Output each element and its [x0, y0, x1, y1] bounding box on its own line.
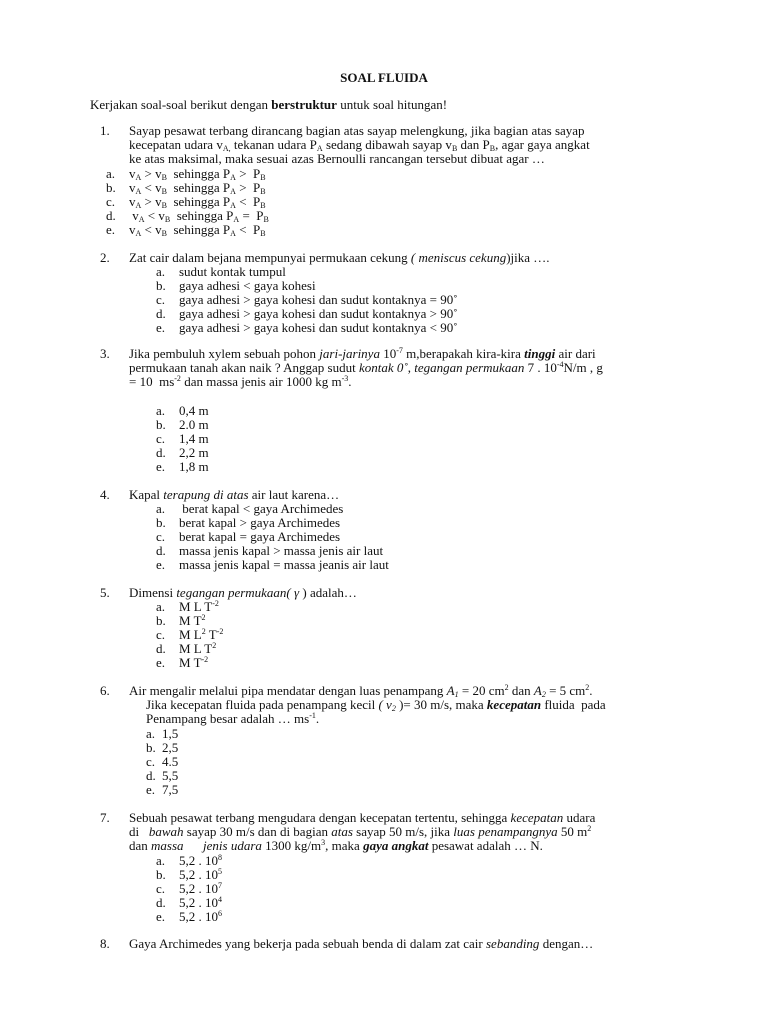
option-e: e. $v_A < v_B$ sehingga $P_A < P_B$: [106, 221, 266, 238]
question-6: [100, 684, 685, 797]
question-3: [100, 347, 685, 474]
option-d: d. massa jenis kapal > massa jenis air laut: [156, 543, 384, 559]
question-number: 3.: [100, 346, 110, 361]
options-list: [156, 600, 685, 670]
option-a: a. $v_A > v_B$ sehingga $P_A > P_B$: [106, 165, 266, 182]
option-c: c. $v_A > v_B$ sehingga $P_A < P_B$: [106, 193, 266, 210]
question-1: [100, 124, 685, 237]
instructions: [90, 97, 447, 113]
question-number: 1.: [100, 123, 110, 138]
page-title: SOAL FLUIDA: [340, 70, 428, 85]
option-a: a. 1,5: [146, 725, 179, 741]
option-b: b. 5,2 . $10^5$: [156, 866, 222, 882]
option-b: b. gaya adhesi < gaya kohesi: [156, 278, 316, 294]
question-7: [100, 811, 685, 924]
options-list: [106, 167, 685, 237]
question-text: Kapal terapung di atas air laut karena…: [129, 487, 340, 502]
option-e: e. 1,8 m: [156, 458, 209, 474]
option-d: d. 2,2 m: [156, 444, 209, 460]
option-c: c. gaya adhesi > gaya kohesi dan sudut kontaknya = 90˚: [156, 292, 458, 308]
options-list: [156, 404, 685, 474]
option-d: d. $v_A < v_B$ sehingga $P_A = P_B$: [106, 207, 269, 224]
question-number: 2.: [100, 250, 110, 265]
options-list: [156, 854, 685, 924]
option-b: b. 2.0 m: [156, 416, 209, 432]
option-d: d. M L $T^2$: [156, 641, 217, 657]
option-a: a. 5,2 . $10^8$: [156, 852, 222, 868]
option-c: c. 5,2 . $10^7$: [156, 880, 222, 896]
option-c: c. 1,4 m: [156, 430, 209, 446]
option-c: c. 4.5: [146, 753, 179, 769]
question-text: Gaya Archimedes yang bekerja pada sebuah benda di dalam zat cair sebanding dengan…: [129, 936, 594, 951]
option-d: d. gaya adhesi > gaya kohesi dan sudut kontaknya > 90˚: [156, 306, 458, 322]
question-number: 6.: [100, 683, 110, 698]
question-number: 8.: [100, 936, 110, 951]
question-2: [100, 251, 685, 335]
option-b: b. berat kapal > gaya Archimedes: [156, 515, 341, 531]
option-e: e. gaya adhesi > gaya kohesi dan sudut kontaknya < 90˚: [156, 320, 458, 336]
question-5: [100, 586, 685, 670]
options-list: [146, 727, 685, 797]
question-4: [100, 488, 685, 572]
question-text-cont: Jika kecepatan fluida pada penampang kecil ( $v_2$ )= 30 m/s, maka kecepatan fluida pada Penampang besar adalah … $ms^{-1}$.: [146, 697, 606, 727]
option-e: e. 5,2 . $10^6$: [156, 908, 222, 924]
option-c: c. M $L^2$ $T^{-2}$: [156, 627, 224, 643]
option-b: b. 2,5: [146, 739, 179, 755]
option-b: b. M $T^2$: [156, 613, 206, 629]
option-a: a. berat kapal < gaya Archimedes: [156, 501, 344, 517]
question-text: Zat cair dalam bejana mempunyai permukaan cekung ( meniscus cekung)jika ….: [129, 250, 550, 265]
instructions-text-end: untuk soal hitungan!: [336, 97, 448, 112]
option-a: a. 0,4 m: [156, 402, 209, 418]
question-number: 4.: [100, 487, 110, 502]
option-c: c. berat kapal = gaya Archimedes: [156, 529, 341, 545]
option-e: e. 7,5: [146, 781, 179, 797]
question-text: Sebuah pesawat terbang mengudara dengan kecepatan tertentu, sehingga kecepatan udara di bawah sayap 30 m/s dan di bagian atas sayap 50 m/s, jika luas penampangnya 50 $m^2$ dan massa jenis udara 1300 $kg/m^3$, maka gaya angkat pesawat adalah … N.: [129, 810, 596, 854]
question-text: Air mengalir melalui pipa mendatar dengan luas penampang $A_1 = 20$ $cm^2$ dan $A_2 = 5$ $cm^2$.: [129, 683, 593, 699]
question-number: 7.: [100, 810, 110, 825]
option-d: d. 5,5: [146, 767, 179, 783]
option-d: d. 5,2 . $10^4$: [156, 894, 222, 910]
option-e: e. massa jenis kapal = massa jeanis air laut: [156, 557, 389, 573]
option-b: b. $v_A < v_B$ sehingga $P_A > P_B$: [106, 179, 266, 196]
option-a: a. sudut kontak tumpul: [156, 264, 286, 280]
question-number: 5.: [100, 585, 110, 600]
options-list: [156, 502, 685, 572]
question-text: Jika pembuluh xylem sebuah pohon jari-jarinya $10^{-7}$ m,berapakah kira-kira tinggi air dari permukaan tanah akan naik ? Anggap sudut kontak 0˚, tegangan permukaan 7 . $10^{-4}N/m$ , g = 10 $ms^{-2}$ dan massa jenis air 1000 kg $m^{-3}$.: [129, 346, 603, 390]
option-a: a. M L $T^{-2}$: [156, 599, 219, 615]
instructions-text: Kerjakan soal-soal berikut dengan: [90, 97, 272, 112]
options-list: [156, 265, 685, 335]
instructions-bold: berstruktur: [271, 97, 337, 112]
option-e: e. M $T^{-2}$: [156, 655, 209, 671]
question-text: Sayap pesawat terbang dirancang bagian atas sayap melengkung, jika bagian atas sayap kecepatan udara $v_{A,}$ tekanan udara $P_A$ sedang dibawah sayap $v_B$ dan $P_B$, agar gaya angkat ke atas maksimal, maka sesuai azas Bernoulli rancangan tersebut dibuat agar …: [129, 123, 590, 167]
question-text: Dimensi tegangan permukaan( γ ) adalah…: [129, 585, 357, 600]
question-8: [100, 937, 685, 951]
